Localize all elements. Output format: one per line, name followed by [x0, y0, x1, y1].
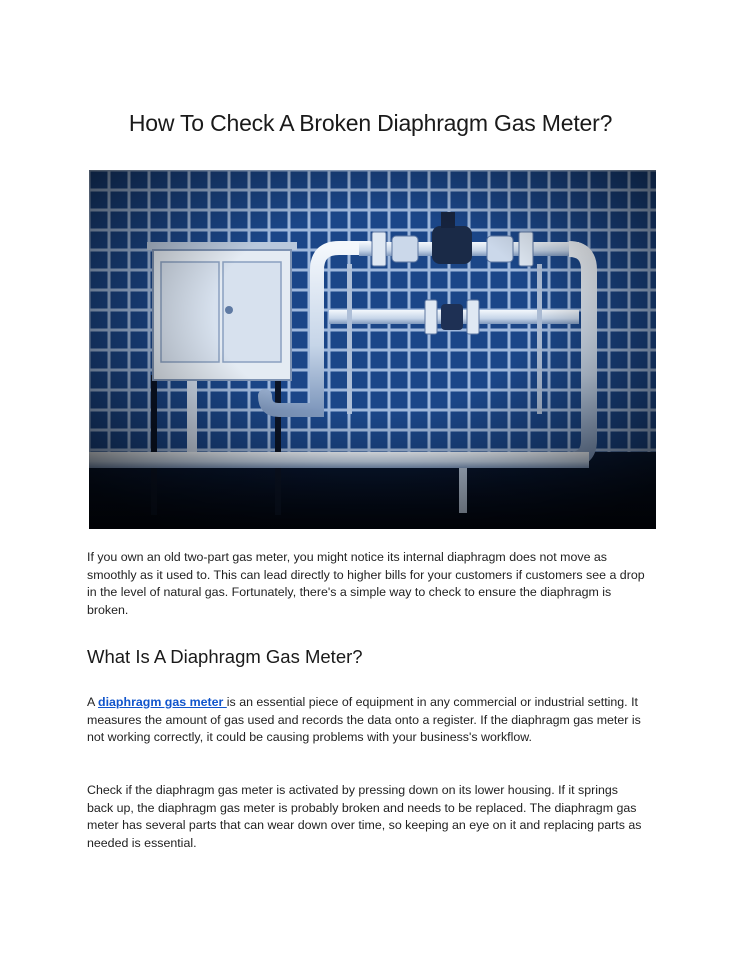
hero-image [89, 170, 656, 529]
gas-meter-illustration [89, 170, 656, 529]
definition-paragraph [87, 694, 647, 747]
diaphragm-gas-meter-link[interactable]: diaphragm gas meter [98, 695, 227, 709]
page-title: How To Check A Broken Diaphragm Gas Meter? [128, 110, 613, 136]
section-heading: What Is A Diaphragm Gas Meter? [87, 646, 363, 667]
paragraph-prefix: A [87, 695, 99, 709]
check-paragraph: Check if the diaphragm gas meter is activated by pressing down on its lower housing. If it springs back up, the diaphragm gas meter is probably broken and needs to be replaced. The diaphragm gas meter has several parts that can wear down over time, so keeping an eye on it and replacing parts as needed is essential. [87, 783, 642, 850]
intro-paragraph: If you own an old two-part gas meter, you might notice its internal diaphragm does not move as smoothly as it used to. This can lead directly to higher bills for your customers if customers see a drop in the level of natural gas. Fortunately, there's a simple way to check to ensure the diaphragm is broken. [87, 550, 645, 617]
paragraph-suffix: is an essential piece of equipment in any commercial or industrial setting. It measures the amount of gas used and records the data onto a register. If the diaphragm gas meter is not working correctly, it could be causing problems with your business's workflow. [87, 695, 641, 745]
